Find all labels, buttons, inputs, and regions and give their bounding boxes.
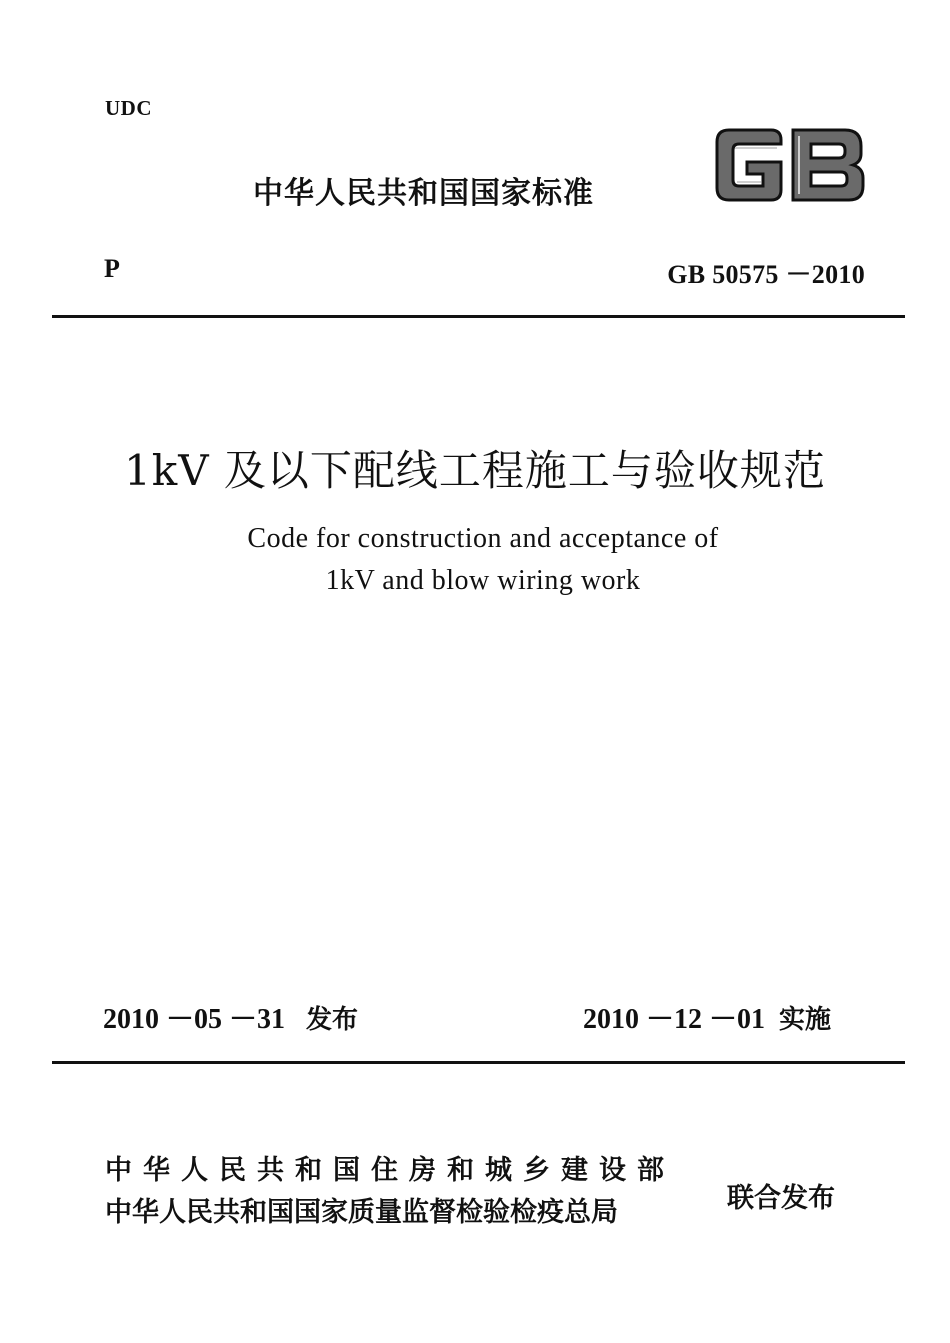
- title-english-line2: 1kV and blow wiring work: [325, 565, 641, 596]
- top-divider: [52, 315, 905, 318]
- title-english-line1: Code for construction and acceptance of: [247, 523, 719, 554]
- bottom-divider: [52, 1061, 905, 1064]
- category-code: P: [104, 254, 120, 283]
- national-standard-heading: 中华人民共和国国家标准: [253, 176, 594, 211]
- title-chinese: 1kV 及以下配线工程施工与验收规范: [124, 446, 826, 495]
- authority-aqsiq: 中华人民共和国国家质量监督检验检疫总局: [105, 1197, 618, 1228]
- issuing-authorities: [105, 1150, 675, 1234]
- effective-label: 实施: [779, 1005, 832, 1035]
- authority-mohurd: 中华人民共和国住房和城乡建设部: [105, 1155, 675, 1186]
- udc-label: UDC: [105, 96, 152, 120]
- issue-date-block: [103, 997, 358, 1037]
- standard-number: GB 50575 －2010: [667, 260, 865, 289]
- joint-issue-label: 联合发布: [727, 1183, 835, 1214]
- gb-logo: [711, 122, 867, 208]
- issue-label: 发布: [306, 1005, 359, 1035]
- effective-date: 2010 －12 －01: [583, 1004, 766, 1035]
- issue-date: 2010 －05 －31: [103, 1004, 286, 1035]
- effective-date-block: [583, 997, 831, 1037]
- title-english: [0, 518, 950, 602]
